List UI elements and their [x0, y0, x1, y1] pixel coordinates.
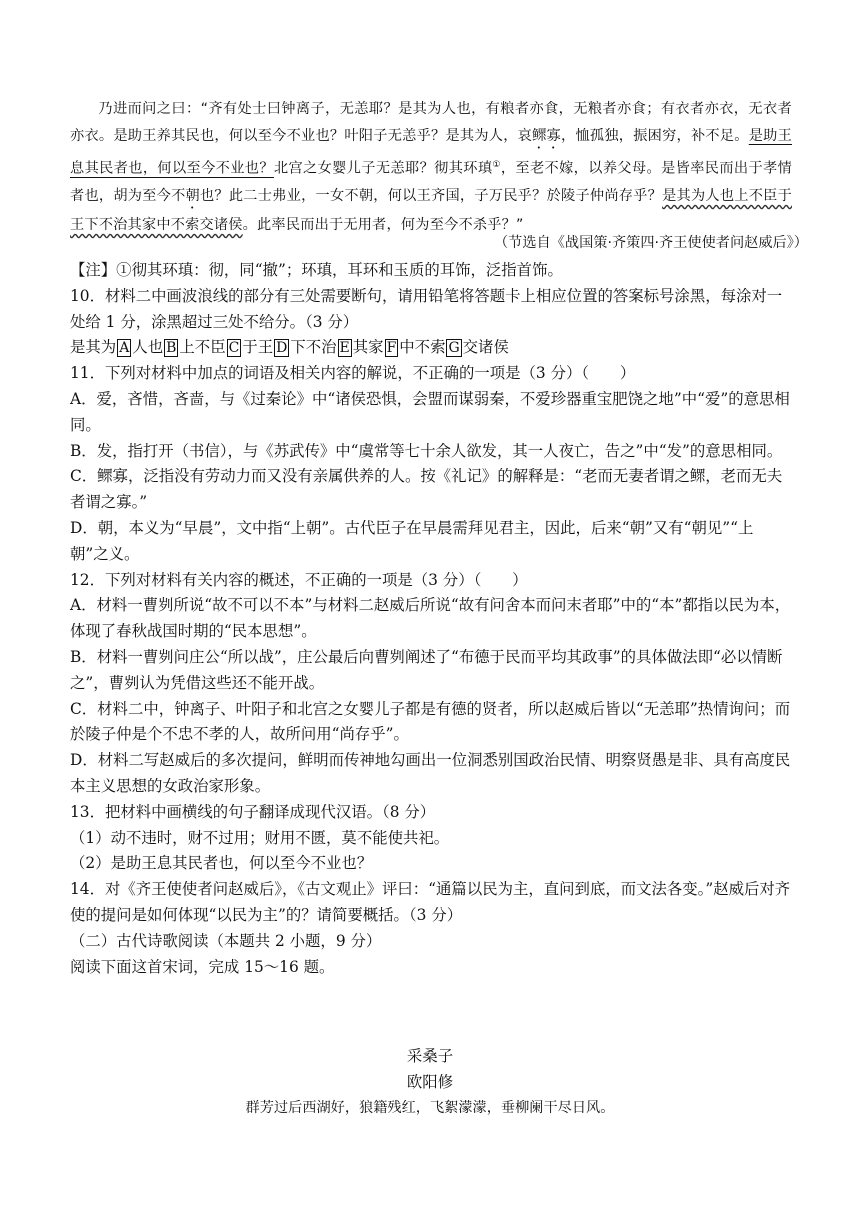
break-option-e[interactable]: E [339, 340, 350, 357]
question-10-options [70, 335, 792, 361]
poem-title: 采桑子 [406, 1047, 454, 1065]
footnote: 【注】①彻其环瑱：彻，同“撤”；环瑱，耳环和玉质的耳饰，泛指首饰。 [70, 261, 563, 279]
break-option-c[interactable]: C [228, 340, 240, 357]
question-11-option-a: A．爱，吝惜，吝啬，与《过秦论》中“诸侯恐惧，会盟而谋弱秦，不爱珍器重宝肥饶之地”中“爱”的意思相同。 [70, 389, 790, 434]
question-10: 10．材料二中画波浪线的部分有三处需要断句，请用铅笔将答题卡上相应位置的答案标号涂黑，每涂对一处给 1 分，涂黑超过三处不给分。（3 分） [70, 286, 783, 331]
segment-text: 中不索 [399, 338, 446, 357]
segment-text: 下不治 [290, 338, 337, 357]
passage-text: ，至老不嫁，以养父母。是皆率民而出于孝情者也，胡为至今不 [70, 160, 792, 205]
question-12-option-a: A．材料一曹刿所说“故不可以不本”与材料二赵威后所说“故有问舍本而问末者耶”中的“本”都指以民为本，体现了春秋战国时期的“民本思想”。 [70, 596, 791, 641]
break-option-g[interactable]: G [448, 340, 460, 357]
segment-text: 是其为 [70, 338, 117, 357]
break-option-b[interactable]: B [166, 340, 177, 357]
passage-text: 北宫之女婴儿子无恙耶？彻其环瑱 [273, 160, 493, 177]
segment-text: 于王 [242, 338, 274, 357]
dotted-word-guanggua: 鳏寡 [532, 128, 561, 145]
question-13-sentence-2: （2）是助王息其民者也，何以至今不业也？ [70, 854, 373, 873]
wavy-underlined-sentence: 是其为人也上不臣于王下不治其家中不索交诸侯 [70, 188, 793, 234]
passage-text: ，恤孤独，振困穷，补不足。 [561, 128, 749, 145]
segment-text: 人也 [132, 338, 164, 357]
question-13-sentence-1: （1）动不违时，财不过用；财用不匮，莫不能使共祀。 [70, 828, 450, 847]
segment-text: 其家 [352, 338, 384, 357]
segment-text: 上不臣 [179, 338, 226, 357]
poem-author: 欧阳修 [406, 1073, 454, 1091]
question-14: 14．对《齐王使使者问赵威后》，《古文观止》评曰：“通篇以民为主，直问到底，而文法各变。”赵威后对齐使的提问是如何体现“以民为主”的？请简要概括。（3 分） [70, 880, 791, 924]
question-12-option-d: D．材料二写赵威后的多次提问，鲜明而传神地勾画出一位洞悉别国政治民情、明察贤愚是非、具有高度民本主义思想的女政治家形象。 [70, 751, 791, 795]
question-13-stem: 13．把材料中画横线的句子翻译成现代汉语。（8 分） [70, 802, 436, 821]
poem-line: 群芳过后西湖好，狼籍残红，飞絮濛濛，垂柳阑干尽日风。 [245, 1100, 615, 1116]
question-11-stem: 11．下列对材料中加点的词语及相关内容的解说，不正确的一项是（3 分）（ ） [70, 364, 636, 383]
classical-passage [70, 96, 792, 239]
passage-source: （节选自《战国策·齐策四·齐王使使者问赵威后》） [493, 235, 808, 251]
section-heading: （二）古代诗歌阅读（本题共 2 小题，9 分） [70, 931, 382, 950]
segment-text: 交诸侯 [462, 338, 509, 357]
passage-paragraph [70, 96, 792, 239]
break-option-f[interactable]: F [386, 340, 397, 357]
break-option-a[interactable]: A [119, 340, 130, 357]
question-11-option-b: B．发，指打开（书信），与《苏武传》中“虞常等七十余人欲发，其一人夜亡，告之”中“发”的意思相同。 [70, 441, 783, 460]
questions [70, 258, 792, 980]
question-11-option-c: C．鳏寡，泛指没有劳动力而又没有亲属供养的人。按《礼记》的解释是：“老而无妻者谓之鳏，老而无夫者谓之寡。” [70, 467, 783, 512]
reading-instruction: 阅读下面这首宋词，完成 15～16 题。 [70, 957, 335, 976]
question-12-option-b: B．材料一曹刿问庄公“所以战”，庄公最后向曹刿阐述了“布德于民而平均其政事”的具体做法即“必以情断之”，曹刿认为凭借这些还不能开战。 [70, 647, 783, 692]
underlined-sentence: 是助王息其民者也，何以至今不业也？ [70, 128, 793, 177]
dotted-word-chao: 朝 [185, 188, 200, 205]
passage-text: 。此率民而出于无用者，何为至今不杀乎？” [242, 217, 524, 234]
question-12-option-c: C．材料二中，钟离子、叶阳子和北宫之女婴儿子都是有德的贤者，所以赵威后皆以“无恙耶”热情询问；而於陵子仲是个不忠不孝的人，故所问用“尚存乎”。 [70, 699, 791, 744]
passage-text: 乃进而问之曰：“齐有处士曰钟离子，无恙耶？是其为人也，有粮者亦食，无粮者亦食；有衣者亦衣，无衣者亦衣。是助王养其民也，何以至今不业也？叶阳子无恙乎？是其为人，哀 [70, 101, 792, 145]
question-12-stem: 12．下列对材料有关内容的概述，不正确的一项是（3 分）（ ） [70, 570, 528, 589]
footnote-marker: ① [492, 160, 501, 171]
question-11-option-d: D．朝，本义为“早晨”，文中指“上朝”。古代臣子在早晨需拜见君主，因此，后来“朝”又有“朝见”“上朝”之义。 [70, 518, 754, 563]
passage-text: 也？此二士弗业，一女不朝，何以王齐国，子万民乎？於陵子仲尚存乎？ [199, 188, 663, 205]
break-option-d[interactable]: D [276, 340, 288, 357]
